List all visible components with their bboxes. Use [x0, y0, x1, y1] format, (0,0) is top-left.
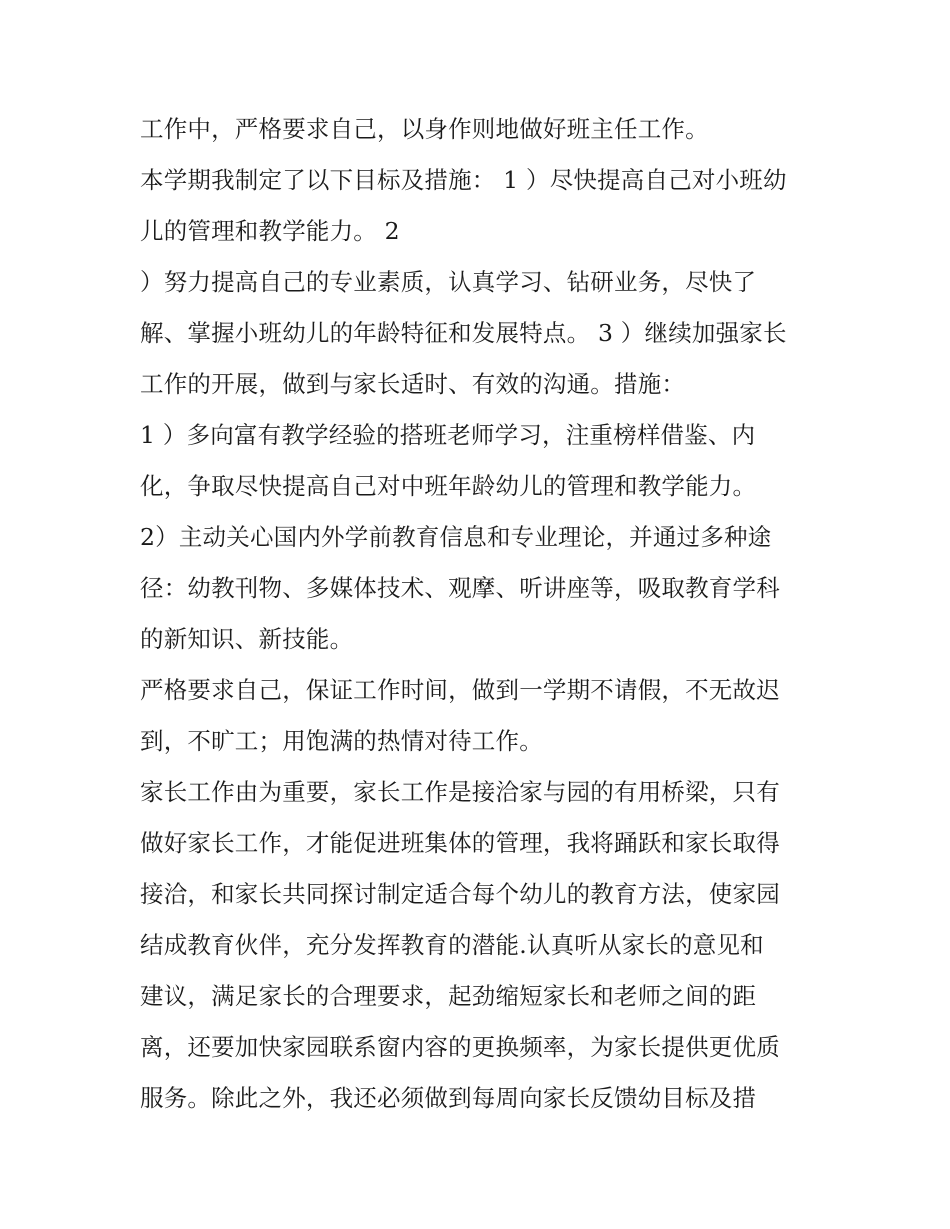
text-line: 的新知识、新技能。	[140, 625, 354, 653]
text-line: 本学期我制定了以下目标及措施： 1 ）尽快提高自己对小班幼	[140, 166, 787, 194]
text-line: 工作中，严格要求自己，以身作则地做好班主任工作。	[140, 115, 709, 143]
text-line: 做好家长工作，才能促进班集体的管理，我将踊跃和家长取得	[140, 829, 780, 857]
text-line: 2）主动关心国内外学前教育信息和专业理论，并通过多种途	[140, 523, 772, 551]
document-body	[140, 104, 820, 1124]
text-line: 解、掌握小班幼儿的年龄特征和发展特点。 3 ）继续加强家长	[140, 319, 787, 347]
text-line: 工作的开展，做到与家长适时、有效的沟通。措施：	[140, 370, 686, 398]
text-line: 儿的管理和教学能力。 2	[140, 217, 400, 245]
text-line: 到，不旷工；用饱满的热情对待工作。	[140, 727, 543, 755]
text-line: 径：幼教刊物、多媒体技术、观摩、听讲座等，吸取教育学科	[140, 574, 780, 602]
text-line: 离，还要加快家园联系窗内容的更换频率，为家长提供更优质	[140, 1033, 780, 1061]
text-line: 化，争取尽快提高自己对中班年龄幼儿的管理和教学能力。	[140, 472, 757, 500]
text-line: 结成教育伙伴，充分发挥教育的潜能.认真听从家长的意见和	[140, 931, 764, 959]
text-line: 1 ）多向富有教学经验的搭班老师学习，注重榜样借鉴、内	[140, 421, 756, 449]
text-line: 建议，满足家长的合理要求，起劲缩短家长和老师之间的距	[140, 982, 757, 1010]
text-line: 接洽，和家长共同探讨制定适合每个幼儿的教育方法，使家园	[140, 880, 780, 908]
text-line: 严格要求自己，保证工作时间，做到一学期不请假，不无故迟	[140, 676, 780, 704]
text-line: 服务。除此之外，我还必须做到每周向家长反馈幼目标及措	[140, 1084, 757, 1112]
text-line: ）努力提高自己的专业素质，认真学习、钻研业务，尽快了	[140, 268, 757, 296]
text-line: 家长工作由为重要，家长工作是接洽家与园的有用桥梁，只有	[140, 778, 780, 806]
